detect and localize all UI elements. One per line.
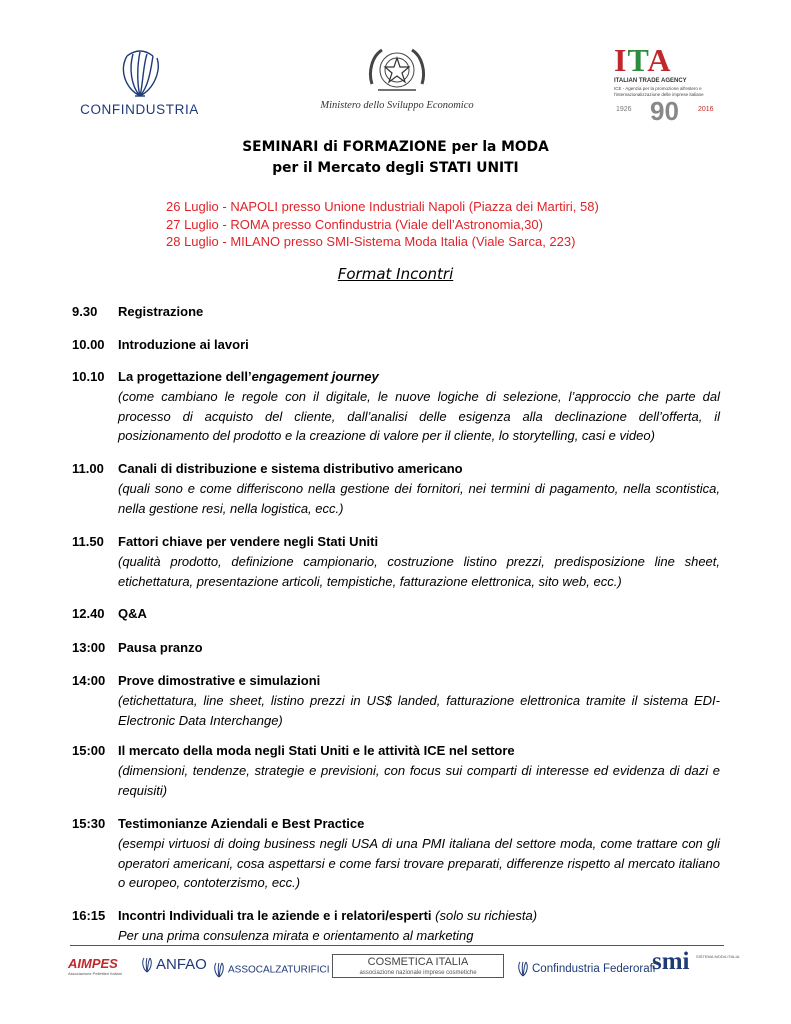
agenda-time: 14:00 <box>72 673 106 688</box>
republic-emblem-icon <box>364 44 430 100</box>
ita-subtitle: ITALIAN TRADE AGENCY <box>614 78 687 84</box>
ita-year-end: 2016 <box>698 106 714 113</box>
confindustria-label: CONFINDUSTRIA <box>80 102 199 117</box>
agenda-description: (qualità prodotto, definizione campionario, costruzione listino prezzi, predisposizione line sheet, etichettatura, presentazione articoli, tempistiche, fatturazione elettronica, sito web, ecc.) <box>118 554 720 589</box>
footer-divider <box>70 945 724 946</box>
agenda-title: Prove dimostrative e simulazioni <box>118 673 321 688</box>
agenda-time: 11.00 <box>72 461 104 476</box>
agenda-title: Fattori chiave per vendere negli Stati Uniti <box>118 534 379 549</box>
confindustria-logo <box>72 48 207 117</box>
agenda-time: 15:00 <box>72 743 106 758</box>
agenda-time: 12.40 <box>72 606 105 621</box>
date-roma: 27 Luglio - ROMA presso Confindustria (Viale dell’Astronomia,30) <box>166 216 543 232</box>
agenda-description: (esempi virtuosi di doing business negli USA di una PMI italiana del settore moda, come trattare con gli operatori americani, cosa aspettarsi e come farsi trovare preparati, differenze rispetto al mercato italiano o europeo, contoterzismo, ecc.) <box>118 836 720 890</box>
agenda-title: Pausa pranzo <box>118 640 203 655</box>
date-milano: 28 Luglio - MILANO presso SMI-Sistema Moda Italia (Viale Sarca, 223) <box>166 234 576 249</box>
ita-agency-logo <box>614 42 724 126</box>
ita-anniversary <box>614 96 724 126</box>
agenda-time: 10.00 <box>72 337 105 352</box>
assocalzaturifici-logo: ASSOCALZATURIFICI <box>212 962 330 978</box>
document-title <box>0 137 791 179</box>
agenda-title: Registrazione <box>118 304 204 319</box>
title-line-2: per il Mercato degli STATI UNITI <box>272 160 519 176</box>
ita-anniversary-number: 90 <box>650 96 679 126</box>
agenda-time: 16:15 <box>72 908 106 923</box>
agenda-description: (come cambiano le regole con il digitale, le nuove logiche di selezione, l’approccio che parte dal processo di acquisto del cliente, dall’analisi delle esigenza alla declinazione dell’offerta, il posizionamento del prodotto e la creazione di valore per il cliente, lo storytelling, casi e video) <box>118 389 720 443</box>
shell-icon <box>212 962 226 978</box>
event-dates <box>166 198 726 251</box>
agenda-title: Il mercato della moda negli Stati Uniti e le attività ICE nel settore <box>118 743 515 758</box>
agenda-title: Introduzione ai lavori <box>118 337 249 352</box>
ministry-label: Ministero dello Sviluppo Economico <box>320 100 474 111</box>
header-logos <box>0 40 791 126</box>
agenda-description: (quali sono e come differiscono nella gestione dei fornitori, nei termini di pagamento, nella scontistica, nella gestione resi, nella logistica, ecc.) <box>118 481 720 516</box>
agenda-time: 11.50 <box>72 534 104 549</box>
agenda-description: (etichettatura, line sheet, listino prezzi in US$ landed, fatturazione elettronica tramite il sistema EDI-Electronic Data Interchange) <box>118 693 720 728</box>
shell-icon <box>516 961 530 977</box>
format-heading: Format Incontri <box>337 265 454 283</box>
title-line-1: SEMINARI di FORMAZIONE per la MODA <box>242 139 549 155</box>
agenda-note: (solo su richiesta) <box>435 908 538 923</box>
agenda-title: Q&A <box>118 606 147 621</box>
anfao-logo: ANFAO <box>140 956 207 973</box>
agenda-time: 15:30 <box>72 816 106 831</box>
aimpes-logo: AIMPES Associazione Pellettieri Italiani <box>68 956 122 976</box>
footer-logos <box>62 948 740 986</box>
confindustria-shell-icon <box>105 48 175 100</box>
federorafi-logo: Confindustria Federorafi <box>516 961 655 977</box>
agenda-description: (dimensioni, tendenze, strategie e previsioni, con focus sui comparti di interesse ed evidenza di dazi e requisiti) <box>118 763 720 798</box>
ministry-logo <box>312 44 482 111</box>
shell-icon <box>140 957 154 973</box>
date-napoli: 26 Luglio - NAPOLI presso Unione Industriali Napoli (Piazza dei Martiri, 58) <box>166 199 599 214</box>
cosmetica-italia-logo: COSMETICA ITALIA associazione nazionale imprese cosmetiche <box>332 954 504 978</box>
agenda-description: Per una prima consulenza mirata e orientamento al marketing <box>118 928 474 943</box>
agenda-title: La progettazione dell’engagement journey <box>118 369 379 384</box>
agenda-time: 10.10 <box>72 369 105 384</box>
ita-description: ICE - Agenzia per la promozione all'estero e l'internazionalizzazione delle imprese italiane <box>614 86 704 97</box>
agenda-title: Incontri Individuali tra le aziende e i relatori/esperti (solo su richiesta) <box>118 908 538 923</box>
agenda-title-emphasis: engagement journey <box>251 369 379 384</box>
agenda-time: 9.30 <box>72 304 98 319</box>
ita-wordmark: ITA <box>614 42 672 78</box>
ita-year-start: 1926 <box>616 106 632 113</box>
agenda-title: Canali di distribuzione e sistema distributivo americano <box>118 461 463 476</box>
agenda-time: 13:00 <box>72 640 106 655</box>
agenda-title: Testimonianze Aziendali e Best Practice <box>118 816 365 831</box>
smi-logo: smi SISTEMA MODA ITALIA <box>652 948 740 975</box>
